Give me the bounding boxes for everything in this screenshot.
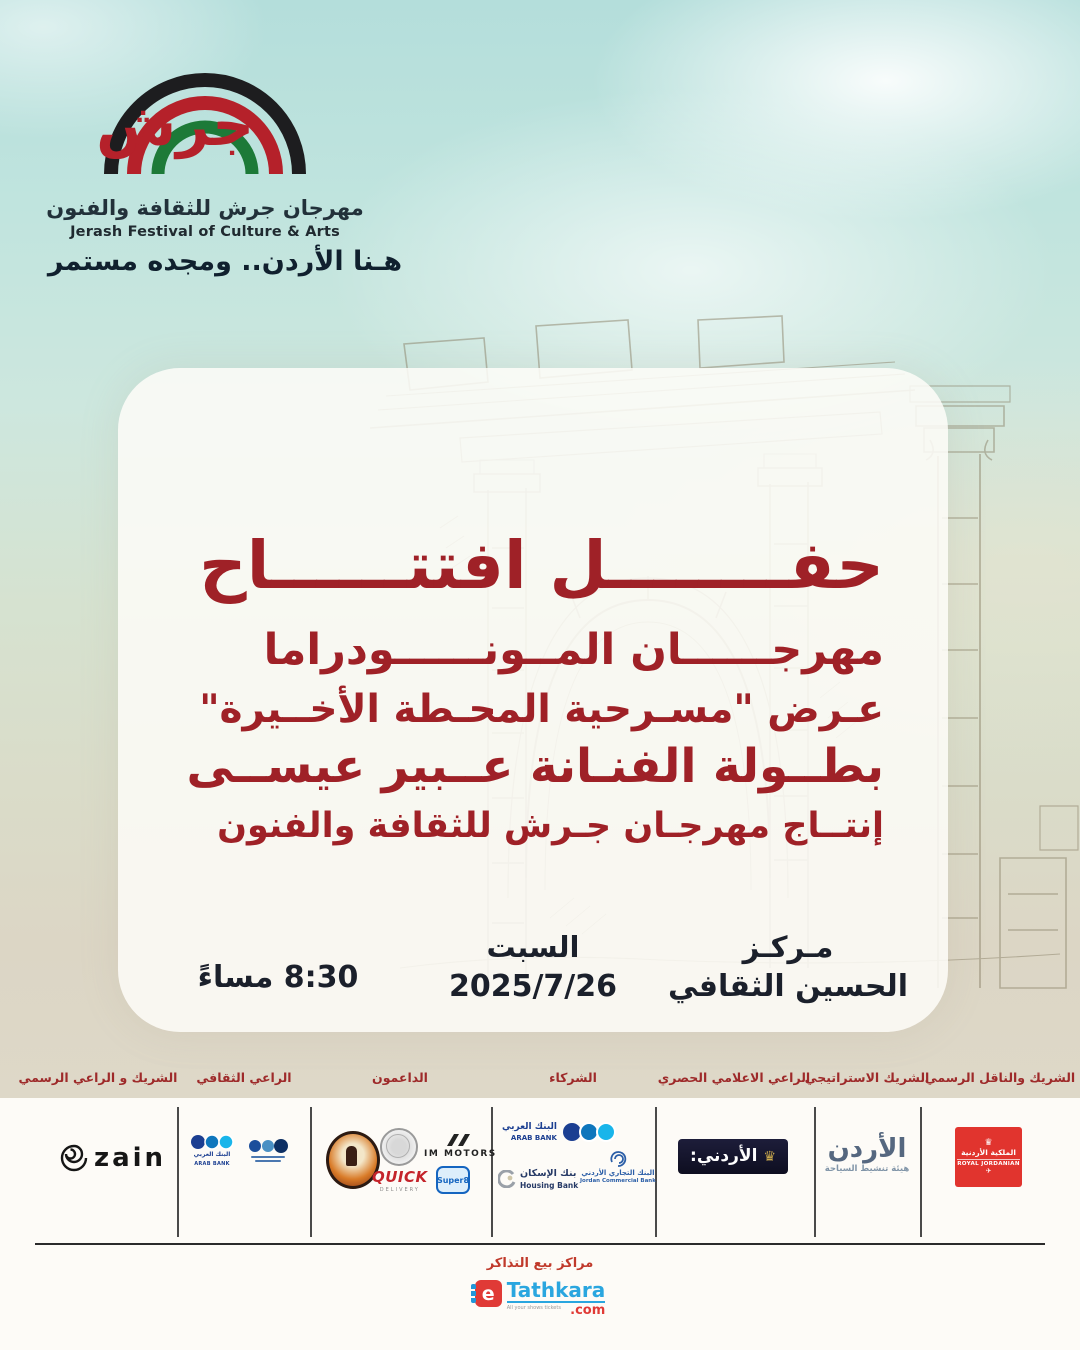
arab-bank-partner-logo <box>502 1122 616 1142</box>
arab-bank-name-en: ARAB BANK <box>510 1134 557 1142</box>
jcb-name-en: Jordan Commercial Bank <box>580 1178 656 1184</box>
date-value: 2025/7/26 <box>448 969 618 1005</box>
sponsor-label-strategic: الشريك الاستراتيجي <box>804 1070 930 1085</box>
crown-icon: ♛ <box>984 1138 993 1149</box>
im-motors-wordmark: IM MOTORS <box>424 1149 497 1159</box>
im-motors-mark-icon <box>447 1134 473 1146</box>
crown-icon: ♛ <box>763 1148 776 1165</box>
time-info: 8:30 مساءً <box>197 960 359 995</box>
etathkara-wordmark: Tathkara <box>506 1278 606 1302</box>
sponsor-label-supporters: الداعمون <box>372 1070 428 1085</box>
silver-medallion-logo <box>380 1128 418 1166</box>
arab-bank-name-ar: البنك العربي <box>193 1151 231 1158</box>
venue-line2: الحسين الثقافي <box>667 969 909 1005</box>
jordan-tourism-board-logo <box>822 1136 912 1174</box>
date-info <box>403 928 663 1008</box>
divider <box>310 1107 312 1237</box>
medallion-ring <box>386 1134 410 1158</box>
shoman-text-line <box>251 1156 285 1158</box>
shoman-text-line <box>255 1160 281 1162</box>
jtb-subtitle: هيئة تنشيط السياحة <box>824 1164 910 1174</box>
etathkara-logo <box>0 1280 1080 1317</box>
production-line: إنتــاج مهرجـان جـرش للثقافة والفنون <box>217 806 884 846</box>
sponsor-label-partners: الشركاء <box>549 1070 597 1085</box>
quick-wordmark: QUICK <box>372 1168 428 1186</box>
quick-sub: DELIVERY <box>379 1187 420 1193</box>
airplane-icon: ✈ <box>985 1166 992 1175</box>
starring-line: بطــولة الفنـانة عــبير عيســى <box>186 739 884 794</box>
super8-logo <box>436 1166 470 1194</box>
cultural-sponsor-logos <box>190 1134 288 1167</box>
royal-jordanian-logo <box>955 1127 1022 1187</box>
shoman-foundation-logo <box>248 1138 288 1162</box>
venue-line1: مـركـز <box>742 930 834 964</box>
festival-name-english: Jerash Festival of Culture & Arts <box>70 224 340 240</box>
tickets-centers-label: مراكز بيع التذاكر <box>486 1256 594 1271</box>
housing-bank-crescent-icon <box>498 1170 516 1188</box>
etathkara-tagline: All your shows tickets <box>506 1305 561 1311</box>
housing-bank-name-en: Housing Bank <box>520 1181 579 1190</box>
event-card <box>118 368 948 1032</box>
jordan-commercial-bank-logo <box>580 1150 656 1184</box>
divider <box>814 1107 816 1237</box>
sponsor-label-carrier: الشريك والناقل الرسمي <box>924 1070 1076 1085</box>
arab-bank-logo <box>190 1134 234 1167</box>
al-urduni-logo <box>678 1139 788 1174</box>
super8-wordmark: Super8 <box>436 1175 470 1185</box>
sponsor-label-media: الراعي الاعلامي الحصري <box>657 1070 811 1085</box>
im-motors-logo <box>424 1134 497 1159</box>
zain-swirl-icon <box>60 1144 88 1172</box>
arab-bank-name-en: ARAB BANK <box>194 1160 230 1167</box>
quick-delivery-logo <box>372 1168 428 1193</box>
divider <box>920 1107 922 1237</box>
event-title: حفــــــــل افتتــــــاح <box>199 527 884 604</box>
venue-info <box>658 928 918 1008</box>
etathkara-e-icon: e <box>475 1280 502 1307</box>
al-urduni-wordmark: الأردني: <box>690 1146 758 1166</box>
rj-name-ar: الملكية الأردنية <box>961 1148 1016 1158</box>
show-name: عـرض "مسـرحية المحـطة الأخــيرة" <box>199 687 884 732</box>
day-label: السبت <box>486 930 580 964</box>
arab-bank-name-ar: البنك العربي <box>502 1122 557 1132</box>
jcb-name-ar: البنك التجاري الأردني <box>581 1169 655 1177</box>
housing-bank-logo <box>498 1168 578 1190</box>
sponsor-label-cultural: الراعي الثقافي <box>196 1070 292 1085</box>
divider <box>177 1107 179 1237</box>
etathkara-tld: .com <box>570 1303 606 1318</box>
festival-name-arabic: مهرجان جرش للثقافة والفنون <box>46 196 364 220</box>
jordan-tagline: هـنا الأردن.. ومجده مستمر <box>47 246 403 277</box>
shoman-circles-icon <box>248 1138 288 1154</box>
arab-bank-circles-icon <box>190 1134 234 1150</box>
jcb-swirl-icon <box>609 1150 627 1168</box>
divider <box>491 1107 493 1237</box>
sponsor-label-official-partner: الشريك و الراعي الرسمي <box>18 1070 178 1085</box>
zain-wordmark: zain <box>93 1143 167 1173</box>
jerash-calligraphy: جرش <box>96 91 254 159</box>
arab-bank-circles-icon <box>562 1122 616 1142</box>
rj-name-en: ROYAL JORDANIAN <box>957 1160 1020 1167</box>
jtb-wordmark: الأردن <box>827 1134 907 1164</box>
housing-bank-name-ar: بنك الإسكان <box>520 1168 577 1179</box>
event-subtitle: مهرجــــــان المــونــــــودراما <box>263 625 884 675</box>
footer-divider <box>35 1243 1045 1245</box>
zain-logo <box>58 1138 168 1178</box>
